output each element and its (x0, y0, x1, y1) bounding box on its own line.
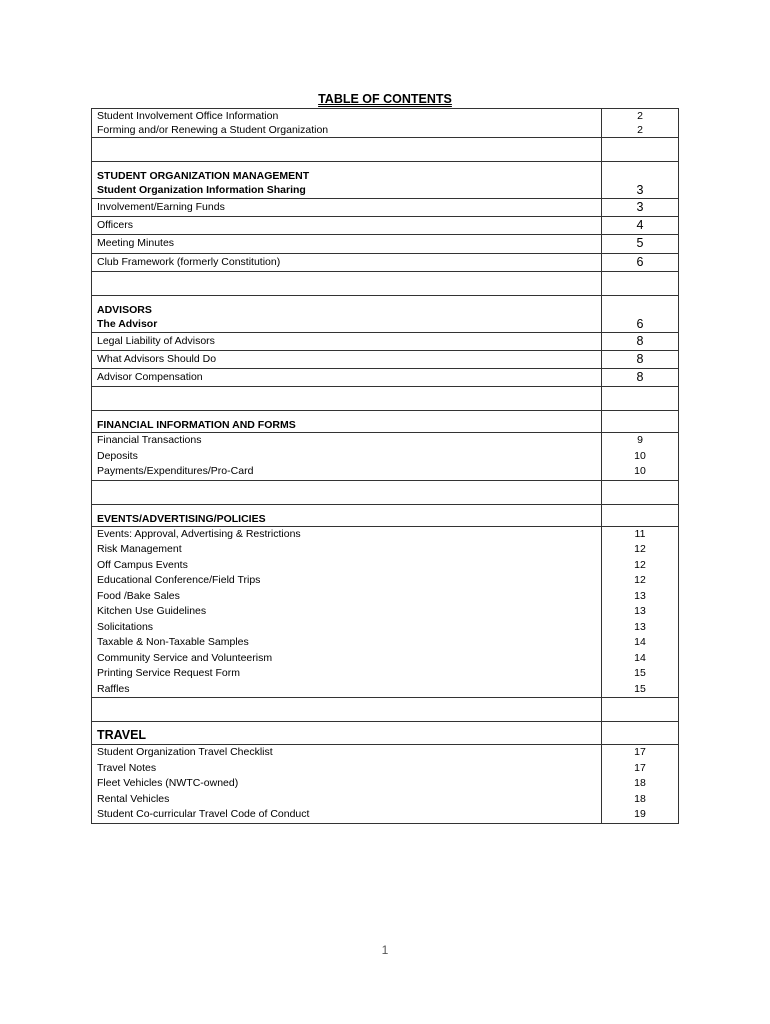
toc-entry-title: The Advisor (97, 317, 158, 330)
toc-entry-page: 13 (634, 620, 646, 633)
toc-row (92, 526, 679, 698)
toc-spacer-row (92, 698, 679, 722)
toc-entry-title: Club Framework (formerly Constitution) (97, 255, 281, 268)
toc-entry-page: 13 (634, 589, 646, 602)
page-number: 1 (381, 943, 389, 957)
toc-entry-page: 11 (634, 527, 646, 540)
toc-entry-page: 19 (634, 808, 646, 821)
toc-entry-page: 10 (634, 465, 646, 478)
toc-entry-title: What Advisors Should Do (97, 353, 217, 366)
toc-entry-title: Officers (97, 219, 133, 232)
toc-row (92, 217, 679, 235)
toc-entry-page: 18 (634, 777, 646, 790)
toc-row (92, 235, 679, 253)
toc-entry-title: Forming and/or Renewing a Student Organization (97, 124, 329, 136)
toc-entry-title: Raffles (97, 682, 130, 695)
toc-entry-page: 3 (636, 183, 644, 197)
toc-entry-title: Student Organization Travel Checklist (97, 746, 273, 759)
toc-entry-title: Solicitations (97, 620, 154, 633)
toc-entry-page: 8 (636, 333, 644, 348)
toc-entry-title: Student Involvement Office Information (97, 110, 279, 122)
toc-entry-page: 2 (637, 124, 643, 136)
toc-entry-page: 10 (634, 449, 646, 462)
toc-row (92, 109, 679, 138)
toc-row (92, 369, 679, 387)
toc-section-heading-row (92, 722, 679, 745)
toc-entry-title: Involvement/Earning Funds (97, 201, 225, 213)
toc-entry-title: Educational Conference/Field Trips (97, 574, 261, 587)
toc-spacer-row (92, 138, 679, 162)
toc-entry-title: Payments/Expenditures/Pro-Card (97, 465, 254, 478)
toc-spacer-row (92, 387, 679, 411)
toc-entry-page: 2 (637, 110, 643, 122)
toc-entry-title: Community Service and Volunteerism (97, 651, 273, 664)
toc-entry-page: 13 (634, 605, 646, 618)
toc-entry-page: 14 (634, 636, 646, 649)
toc-row (92, 253, 679, 271)
section-heading-management: STUDENT ORGANIZATION MANAGEMENT (97, 170, 310, 182)
page-title-text: TABLE OF CONTENTS (318, 92, 452, 106)
toc-entry-page: 17 (634, 761, 646, 774)
toc-row (92, 351, 679, 369)
toc-row (92, 199, 679, 217)
toc-entry-page: 6 (636, 316, 644, 331)
toc-entry-title: Advisor Compensation (97, 371, 203, 384)
toc-entry-title: Financial Transactions (97, 434, 202, 447)
toc-section-heading-row (92, 411, 679, 433)
toc-entry-title: Meeting Minutes (97, 237, 175, 250)
toc-spacer-row (92, 480, 679, 504)
toc-entry-title: Events: Approval, Advertising & Restrictions (97, 527, 301, 540)
toc-section-heading-row (92, 295, 679, 332)
toc-entry-title: Travel Notes (97, 761, 157, 774)
toc-entry-page: 18 (634, 792, 646, 805)
toc-table (91, 108, 679, 824)
toc-entry-page: 12 (634, 574, 646, 587)
toc-entry-page: 14 (634, 651, 646, 664)
toc-entry-page: 15 (634, 682, 646, 695)
toc-container (91, 108, 679, 824)
toc-entry-title: Kitchen Use Guidelines (97, 605, 207, 618)
toc-entry-title: Legal Liability of Advisors (97, 334, 215, 347)
toc-entry-title: Food /Bake Sales (97, 589, 180, 602)
toc-entry-title: Risk Management (97, 543, 182, 556)
toc-entry-page: 3 (636, 200, 644, 214)
toc-entry-page: 17 (634, 746, 646, 759)
toc-row (92, 433, 679, 481)
toc-row (92, 332, 679, 350)
toc-entry-title: Fleet Vehicles (NWTC-owned) (97, 777, 239, 790)
toc-entry-page: 8 (636, 352, 644, 367)
toc-spacer-row (92, 271, 679, 295)
toc-section-heading-row (92, 504, 679, 526)
page-title (0, 92, 770, 106)
toc-entry-page: 5 (636, 236, 644, 251)
toc-entry-title: Student Organization Information Sharing (97, 184, 306, 196)
toc-entry-title: Rental Vehicles (97, 792, 170, 805)
toc-entry-title: Off Campus Events (97, 558, 188, 571)
toc-entry-title: Student Co-curricular Travel Code of Conduct (97, 808, 310, 821)
toc-section-heading-row (92, 162, 679, 199)
toc-entry-title: Taxable & Non-Taxable Samples (97, 636, 249, 649)
toc-entry-title: Printing Service Request Form (97, 667, 240, 680)
toc-entry-page: 9 (637, 434, 643, 447)
section-heading-advisors: ADVISORS (97, 303, 152, 316)
toc-entry-page: 12 (634, 543, 646, 556)
section-heading-events: EVENTS/ADVERTISING/POLICIES (97, 512, 266, 525)
toc-row (92, 745, 679, 824)
section-heading-travel: TRAVEL (97, 728, 147, 743)
section-heading-financial: FINANCIAL INFORMATION AND FORMS (97, 419, 296, 432)
toc-entry-page: 15 (634, 667, 646, 680)
toc-entry-page: 8 (636, 370, 644, 385)
toc-entry-page: 12 (634, 558, 646, 571)
toc-entry-page: 6 (636, 254, 644, 269)
toc-entry-page: 4 (636, 218, 644, 233)
toc-entry-title: Deposits (97, 449, 138, 462)
